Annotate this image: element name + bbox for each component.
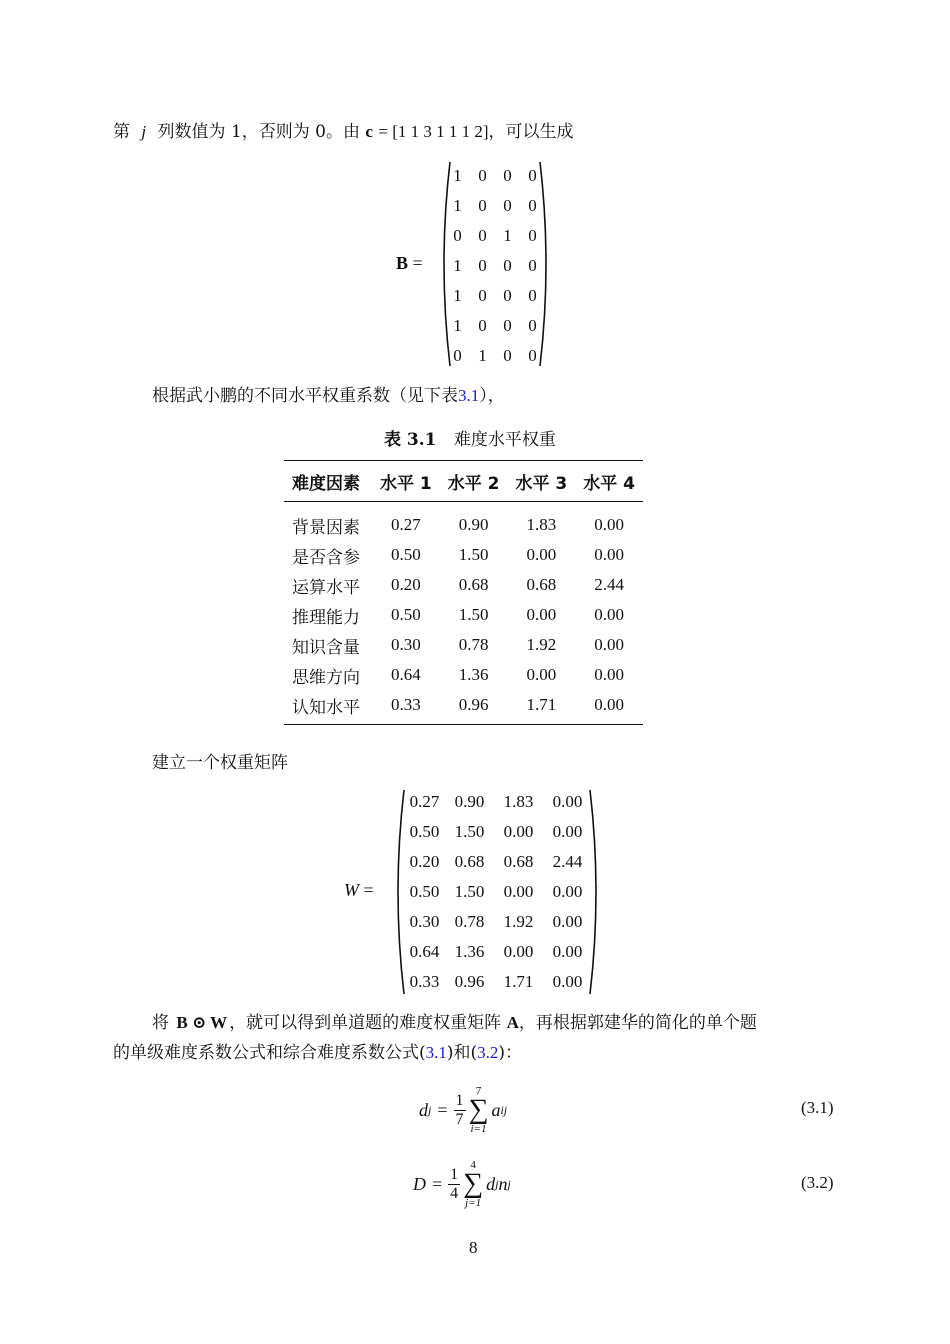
- matrix-w-cell: 0.68: [454, 852, 485, 871]
- table-header-cell: 水平 3: [515, 473, 568, 494]
- matrix-b-cell: 0: [528, 346, 537, 365]
- matrix-b-cell: 0: [528, 286, 537, 305]
- para2-end: ），: [479, 386, 505, 406]
- eq-ref-3-2[interactable]: 3.2: [477, 1043, 499, 1062]
- para4-line2-c: )：: [498, 1043, 523, 1063]
- matrix-b-cell: 0: [528, 226, 537, 245]
- eq2-sigma: ∑: [463, 1168, 484, 1199]
- matrix-b-cell: 0: [453, 226, 462, 245]
- table-row-label: 知识含量: [292, 637, 360, 658]
- vector-c: c: [365, 122, 373, 141]
- eq1-term: a: [491, 1099, 501, 1120]
- matrix-w-cell: 0.20: [409, 852, 440, 871]
- table-cell: 1.36: [458, 665, 489, 684]
- table-cell: 0.00: [594, 605, 624, 624]
- table-cell: 0.00: [594, 635, 624, 654]
- paragraph-weight-matrix: [152, 749, 288, 777]
- equation-3-2: [413, 1154, 511, 1214]
- table-row: [284, 690, 643, 725]
- table-row: [284, 630, 643, 660]
- matrix-w-cell: 2.44: [552, 852, 583, 871]
- matrix-b-cell: 0: [478, 316, 487, 335]
- table-row: [284, 540, 643, 570]
- eq-ref-3-1[interactable]: 3.1: [425, 1043, 447, 1062]
- matrix-w-cell: 1.36: [454, 942, 485, 961]
- eq2-den: 4: [450, 1184, 459, 1202]
- table-row-label: 认知水平: [292, 697, 360, 718]
- matrix-w-cell: 0.27: [409, 792, 440, 811]
- equals-sign-w: =: [363, 880, 374, 900]
- matrix-b-cell: 0: [503, 286, 512, 305]
- eq2-term1: d: [486, 1173, 496, 1194]
- matrix-a-symbol: A: [506, 1013, 519, 1032]
- equation-number-3-2: (3.2): [801, 1173, 834, 1192]
- eq2-equals: =: [432, 1173, 443, 1194]
- matrix-w-body: [404, 787, 592, 997]
- matrix-b-cell: 1: [503, 226, 512, 245]
- eq2-lhs: D: [413, 1173, 426, 1194]
- para3-text: 建立一个权重矩阵: [152, 753, 288, 773]
- eq1-sum-bot: i=1: [470, 1123, 487, 1135]
- table-cell: 1.71: [526, 695, 557, 714]
- table-cell: 0.50: [391, 545, 421, 564]
- table-cell: 1.50: [458, 605, 489, 624]
- matrix-b-cell: 1: [453, 256, 462, 275]
- matrix-w-cell: 0.00: [552, 882, 583, 901]
- para4-line2-a: 的单级难度系数公式和综合难度系数公式(: [113, 1043, 426, 1063]
- matrix-b-cell: 0: [478, 196, 487, 215]
- paragraph-table-ref: [152, 382, 505, 410]
- matrix-b-cell: 0: [478, 226, 487, 245]
- table-row: [284, 600, 643, 630]
- vector-c-value: = [1 1 3 1 1 1 2]，可以生成: [378, 122, 574, 141]
- eq2-term2: n: [498, 1173, 508, 1194]
- table-cell: 0.68: [458, 575, 489, 594]
- table-row-label: 背景因素: [292, 517, 360, 538]
- table-cell: 1.92: [526, 635, 557, 654]
- matrix-b-cell: 1: [453, 166, 462, 185]
- table-cell: 0.00: [526, 665, 557, 684]
- table-row-label: 是否含参: [292, 547, 360, 568]
- matrix-b-cell: 0: [453, 346, 462, 365]
- matrix-b-lhs: [396, 253, 423, 274]
- matrix-b-cell: 0: [503, 316, 512, 335]
- equation-number-3-1: (3.1): [801, 1098, 834, 1117]
- intro-text-b: 列数值为 1，否则为 0。由: [157, 122, 360, 142]
- matrix-w-cell: 0.50: [409, 822, 440, 841]
- table-cell: 0.27: [391, 515, 421, 534]
- matrix-w-cell: 0.00: [552, 822, 583, 841]
- matrix-b-cell: 0: [503, 346, 512, 365]
- table-cell: 0.50: [391, 605, 421, 624]
- eq1-term-sub: ij: [500, 1102, 508, 1117]
- matrix-w-cell: 1.50: [454, 822, 485, 841]
- eq2-sum-bot: j=1: [465, 1197, 482, 1209]
- paragraph-formula-intro-line1: [152, 1009, 757, 1037]
- matrix-b-cell: 0: [478, 166, 487, 185]
- matrix-w-symbol: W: [344, 880, 359, 900]
- matrix-w-cell: 0.96: [454, 972, 485, 991]
- table-caption: [384, 426, 556, 454]
- table-header-cell: 水平 4: [583, 473, 635, 494]
- table-row: [284, 502, 643, 541]
- table-row: [284, 570, 643, 600]
- matrix-w-cell: 1.92: [503, 912, 534, 931]
- para4-line2-b: )和(: [446, 1043, 478, 1063]
- eq2-sum: [463, 1159, 483, 1209]
- matrix-w-cell: 0.00: [503, 822, 534, 841]
- table-header-cell: 水平 2: [447, 473, 500, 494]
- table-cell: 0.00: [526, 545, 557, 564]
- matrix-w-cell: 1.83: [503, 792, 534, 811]
- table-cell: 0.90: [458, 515, 489, 534]
- eq1-fraction: [454, 1092, 466, 1129]
- matrix-b-cell: 0: [503, 256, 512, 275]
- paragraph-formula-intro-line2: [113, 1039, 522, 1067]
- table-cell: 0.00: [526, 605, 557, 624]
- matrix-w-cell: 0.00: [552, 972, 583, 991]
- table-ref-link[interactable]: 3.1: [458, 386, 480, 405]
- matrix-w-cell: 0.30: [409, 912, 440, 931]
- difficulty-weight-table: [284, 460, 643, 725]
- table-cell: 2.44: [594, 575, 624, 594]
- table-cell: 0.00: [594, 515, 624, 534]
- b-odot-w: B ⊙ W: [176, 1013, 228, 1032]
- table-row: [284, 660, 643, 690]
- matrix-b-cell: 1: [453, 196, 462, 215]
- matrix-b-cell: 0: [478, 256, 487, 275]
- matrix-w-cell: 0.78: [454, 912, 485, 931]
- matrix-b-body: [445, 161, 545, 371]
- matrix-b-symbol: B: [396, 253, 409, 273]
- table-header-cell: 水平 1: [380, 473, 432, 494]
- matrix-b-cell: 0: [528, 196, 537, 215]
- eq1-equals: =: [437, 1099, 448, 1120]
- matrix-b-cell: 0: [503, 196, 512, 215]
- matrix-w-cell: 0.50: [409, 882, 440, 901]
- matrix-w-cell: 0.64: [409, 942, 440, 961]
- matrix-w-cell: 0.90: [454, 792, 485, 811]
- matrix-b-cell: 1: [453, 286, 462, 305]
- para2-text: 根据武小鹏的不同水平权重系数（见下表: [152, 386, 458, 406]
- eq2-sum-top: 4: [470, 1159, 476, 1171]
- table-cell: 0.00: [594, 545, 624, 564]
- matrix-b-cell: 0: [528, 166, 537, 185]
- eq1-sigma: ∑: [468, 1094, 489, 1125]
- eq1-sum: [469, 1085, 489, 1135]
- table-cell: 0.33: [391, 695, 421, 714]
- eq1-lhs-sub: j: [428, 1102, 432, 1117]
- table-cell: 0.30: [391, 635, 421, 654]
- para4-b: ，就可以得到单道题的难度权重矩阵: [229, 1013, 502, 1033]
- table-cell: 1.50: [458, 545, 489, 564]
- table-cell: 0.64: [391, 665, 421, 684]
- table-cell: 1.83: [526, 515, 557, 534]
- matrix-w-cell: 0.68: [503, 852, 534, 871]
- table-caption-title: 难度水平权重: [453, 430, 556, 450]
- matrix-b-cell: 0: [478, 286, 487, 305]
- table-cell: 0.68: [526, 575, 557, 594]
- eq2-fraction: [448, 1166, 460, 1203]
- equals-sign: =: [412, 253, 423, 273]
- matrix-w-cell: 1.50: [454, 882, 485, 901]
- table-caption-label: 表 3.1: [384, 430, 437, 450]
- matrix-w-cell: 0.00: [503, 942, 534, 961]
- matrix-w-lhs: [344, 880, 374, 901]
- table-cell: 0.20: [391, 575, 421, 594]
- eq2-num: 1: [450, 1165, 459, 1183]
- var-j: j: [141, 122, 147, 141]
- matrix-w-cell: 0.00: [503, 882, 534, 901]
- matrix-b-cell: 1: [478, 346, 487, 365]
- page-number: 8: [469, 1238, 478, 1257]
- para4-c: ，再根据郭建华的简化的单个题: [518, 1013, 757, 1033]
- intro-text-a: 第: [113, 122, 130, 142]
- table-cell: 0.00: [594, 695, 624, 714]
- matrix-b-cell: 0: [528, 316, 537, 335]
- matrix-w-cell: 0.00: [552, 912, 583, 931]
- table-cell: 0.00: [594, 665, 624, 684]
- table-header-cell: 难度因素: [292, 473, 360, 494]
- table-row-label: 推理能力: [292, 607, 360, 628]
- matrix-b-cell: 1: [453, 316, 462, 335]
- eq1-den: 7: [455, 1110, 464, 1128]
- table-row-label: 运算水平: [292, 577, 360, 598]
- matrix-b-cell: 0: [528, 256, 537, 275]
- table-cell: 0.78: [458, 635, 489, 654]
- matrix-w-cell: 1.71: [503, 972, 534, 991]
- eq1-num: 1: [455, 1091, 464, 1109]
- eq2-term1-sub: j: [495, 1176, 499, 1191]
- table-cell: 0.96: [458, 695, 489, 714]
- intro-line: [113, 118, 574, 146]
- eq2-term2-sub: j: [507, 1176, 511, 1191]
- matrix-w-cell: 0.33: [409, 972, 440, 991]
- table-row-label: 思维方向: [292, 667, 360, 688]
- equation-3-1: [419, 1080, 507, 1140]
- matrix-w-cell: 0.00: [552, 792, 583, 811]
- para4-a: 将: [152, 1013, 169, 1033]
- eq1-lhs: d: [419, 1099, 428, 1120]
- eq1-sum-top: 7: [475, 1085, 482, 1097]
- matrix-w-cell: 0.00: [552, 942, 583, 961]
- matrix-b-cell: 0: [503, 166, 512, 185]
